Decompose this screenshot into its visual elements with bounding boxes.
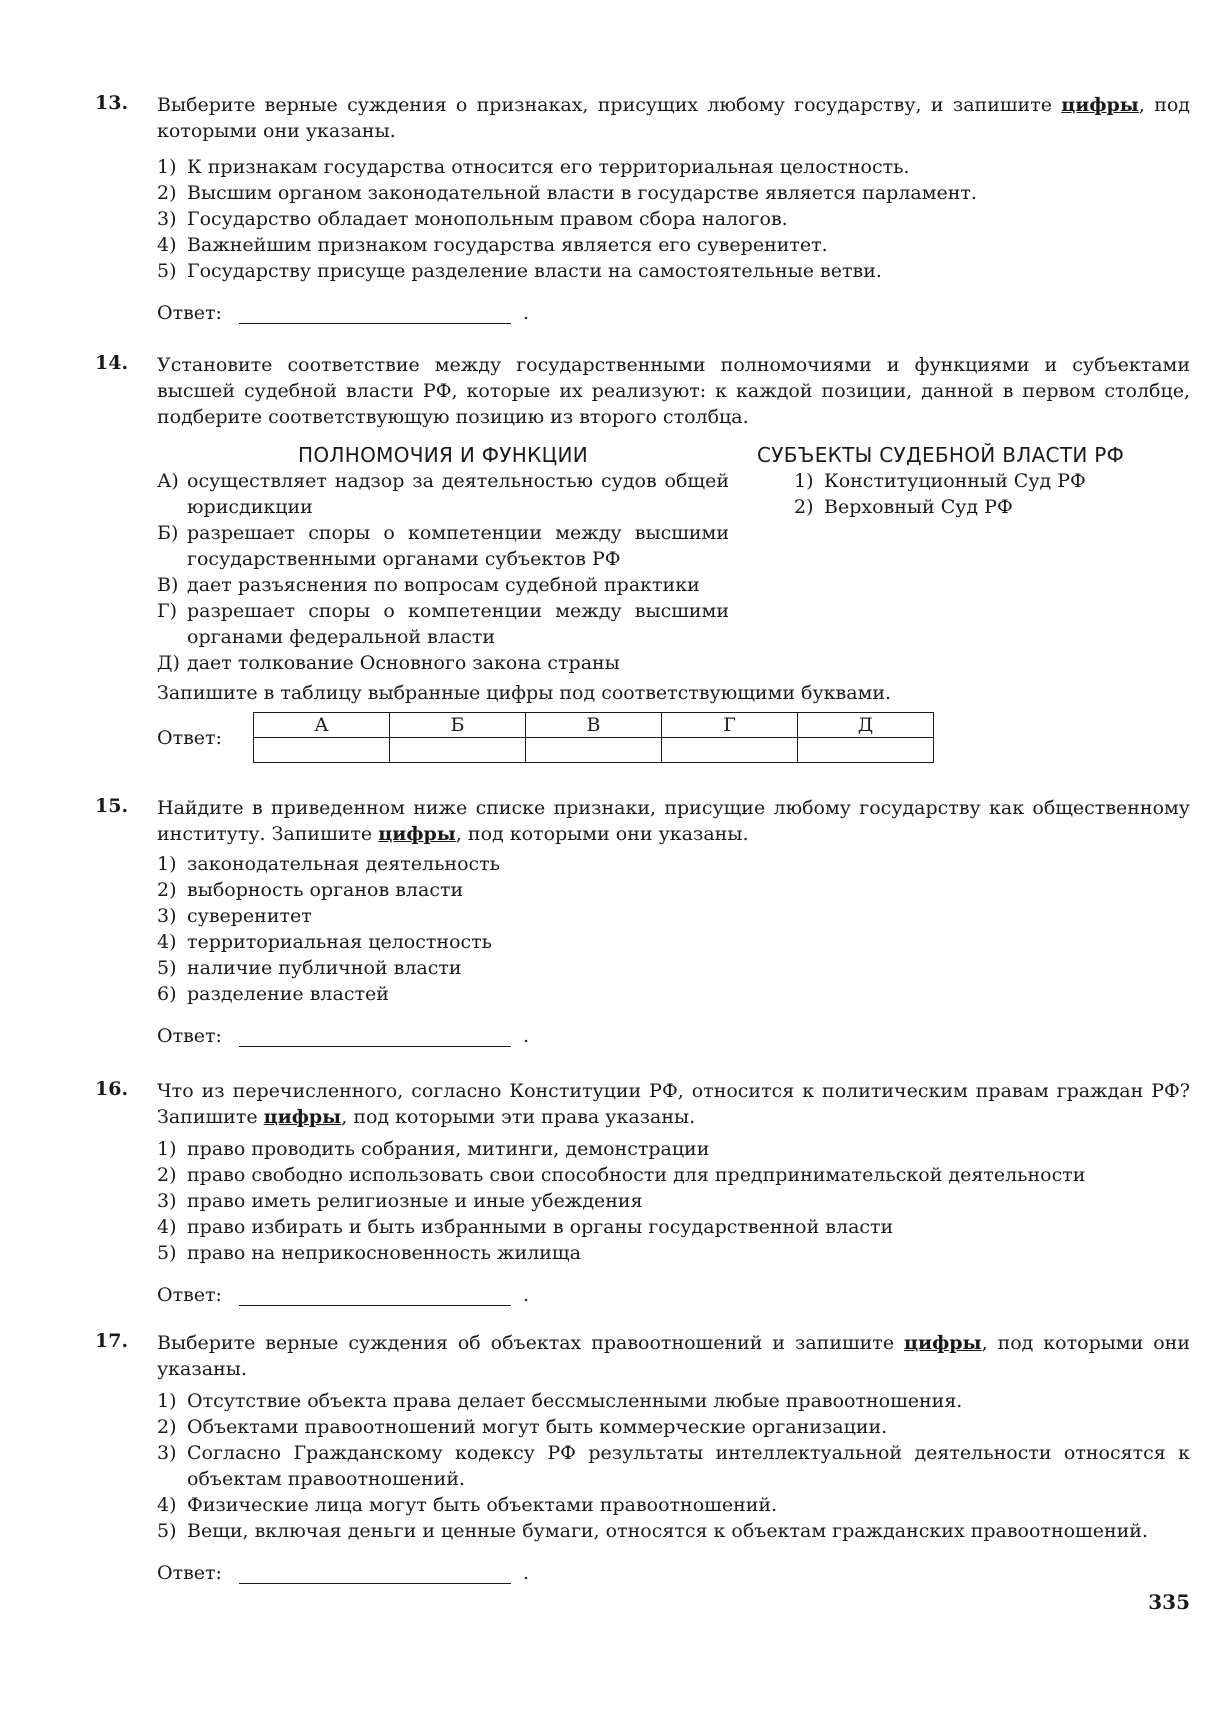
- answer-row: Ответ: .: [157, 1025, 530, 1047]
- matching-item-text: Конституционный Суд РФ: [824, 470, 1086, 492]
- answer-table-cell[interactable]: [254, 738, 390, 763]
- option-text: выборность органов власти: [187, 879, 464, 901]
- option-list: [157, 851, 1190, 1007]
- option-text: Объектами правоотношений могут быть коммерческие организации.: [187, 1416, 888, 1438]
- task-number: 16.: [95, 1078, 129, 1100]
- matching-item-key: Г): [157, 600, 177, 622]
- option-number: 3): [157, 1442, 177, 1464]
- option-text: Физические лица могут быть объектами правоотношений.: [187, 1494, 778, 1516]
- matching-item-key: 1): [794, 470, 814, 492]
- option-text: Высшим органом законодательной власти в государстве является парламент.: [187, 182, 977, 204]
- option-item: [157, 903, 1190, 929]
- option-number: 2): [157, 879, 177, 901]
- option-item: [157, 1240, 1190, 1266]
- option-text: право свободно использовать свои способности для предпринимательской деятельности: [187, 1164, 1086, 1186]
- answer-table-letter: Б: [390, 713, 526, 738]
- option-text: наличие публичной власти: [187, 957, 462, 979]
- matching-item-key: 2): [794, 496, 814, 518]
- matching-item: [157, 572, 729, 598]
- option-item: [157, 180, 1190, 206]
- answer-field[interactable]: [239, 303, 511, 324]
- task-number: 13.: [95, 92, 129, 114]
- option-text: право проводить собрания, митинги, демонстрации: [187, 1138, 710, 1160]
- option-number: 5): [157, 260, 177, 282]
- option-item: [157, 1492, 1190, 1518]
- matching-item-key: Б): [157, 522, 179, 544]
- option-number: 6): [157, 983, 177, 1005]
- answer-table-letter: Г: [662, 713, 798, 738]
- matching-item: [794, 494, 1190, 520]
- task-15: [95, 795, 1190, 1047]
- answer-label: Ответ:: [157, 302, 222, 324]
- option-number: 2): [157, 1416, 177, 1438]
- option-text: Важнейшим признаком государства является его суверенитет.: [187, 234, 828, 256]
- matching-item-text: разрешает споры о компетенции между высшими органами федеральной власти: [187, 600, 729, 648]
- option-text: суверенитет: [187, 905, 312, 927]
- option-number: 1): [157, 156, 177, 178]
- matching-item: [794, 468, 1190, 494]
- matching-item-text: Верховный Суд РФ: [824, 496, 1013, 518]
- option-number: 4): [157, 931, 177, 953]
- option-list: [157, 154, 1190, 284]
- task-prompt: Что из перечисленного, согласно Конституции РФ, относится к политическим правам граждан РФ? Запишите цифры, под которыми эти права указаны.: [157, 1080, 1190, 1128]
- option-item: [157, 1136, 1190, 1162]
- answer-label: Ответ:: [157, 1025, 222, 1047]
- option-text: разделение властей: [187, 983, 389, 1005]
- option-item: [157, 929, 1190, 955]
- option-item: [157, 232, 1190, 258]
- answer-field[interactable]: [239, 1026, 511, 1047]
- option-text: Государство обладает монопольным правом сбора налогов.: [187, 208, 788, 230]
- option-number: 3): [157, 905, 177, 927]
- task-prompt: Выберите верные суждения об объектах правоотношений и запишите цифры, под которыми они указаны.: [157, 1332, 1190, 1380]
- table-instruction: Запишите в таблицу выбранные цифры под соответствующими буквами.: [157, 682, 892, 704]
- answer-row: Ответ: .: [157, 1562, 530, 1584]
- option-text: территориальная целостность: [187, 931, 493, 953]
- task-14: [95, 352, 1190, 763]
- task-number: 14.: [95, 352, 129, 374]
- matching-item-key: А): [157, 470, 179, 492]
- option-number: 4): [157, 234, 177, 256]
- option-number: 1): [157, 1390, 177, 1412]
- answer-field[interactable]: [239, 1285, 511, 1306]
- option-number: 2): [157, 1164, 177, 1186]
- answer-field[interactable]: [239, 1563, 511, 1584]
- matching-item: [157, 468, 729, 520]
- option-number: 1): [157, 1138, 177, 1160]
- answer-label: Ответ:: [157, 1284, 222, 1306]
- matching-item-text: дает толкование Основного закона страны: [187, 652, 620, 674]
- answer-table-letter: А: [254, 713, 390, 738]
- answer-table-cell[interactable]: [390, 738, 526, 763]
- task-number: 17.: [95, 1330, 129, 1352]
- answer-table: [253, 712, 934, 763]
- option-item: [157, 851, 1190, 877]
- option-item: [157, 877, 1190, 903]
- task-13: [95, 92, 1190, 324]
- option-text: право избирать и быть избранными в органы государственной власти: [187, 1216, 894, 1238]
- answer-table-letter: Д: [798, 713, 934, 738]
- option-number: 5): [157, 957, 177, 979]
- answer-label: Ответ:: [157, 1562, 222, 1584]
- option-number: 2): [157, 182, 177, 204]
- left-column-heading: ПОЛНОМОЧИЯ И ФУНКЦИИ: [298, 443, 588, 467]
- option-text: Согласно Гражданскому кодексу РФ результаты интеллектуальной деятельности относятся к объектам правоотношений.: [187, 1442, 1190, 1490]
- option-list: [157, 1136, 1190, 1266]
- left-column: [157, 442, 729, 676]
- matching-item-text: осуществляет надзор за деятельностью судов общей юрисдикции: [187, 470, 729, 518]
- option-list: [157, 1388, 1190, 1544]
- option-number: 4): [157, 1494, 177, 1516]
- option-item: [157, 1162, 1190, 1188]
- option-number: 4): [157, 1216, 177, 1238]
- option-text: право на неприкосновенность жилища: [187, 1242, 581, 1264]
- option-number: 1): [157, 853, 177, 875]
- right-column-heading: СУБЪЕКТЫ СУДЕБНОЙ ВЛАСТИ РФ: [757, 443, 1125, 467]
- right-column: [759, 442, 1190, 676]
- matching-columns: [157, 442, 1190, 676]
- matching-item-text: разрешает споры о компетенции между высшими государственными органами субъектов РФ: [187, 522, 729, 570]
- option-text: Отсутствие объекта права делает бессмысленными любые правоотношения.: [187, 1390, 963, 1412]
- option-item: [157, 1214, 1190, 1240]
- option-item: [157, 1414, 1190, 1440]
- answer-table-cell[interactable]: [526, 738, 662, 763]
- task-17: [95, 1330, 1190, 1584]
- task-prompt: Выберите верные суждения о признаках, присущих любому государству, и запишите цифры, под которыми они указаны.: [157, 94, 1190, 142]
- option-item: [157, 1388, 1190, 1414]
- matching-item-key: В): [157, 574, 179, 596]
- answer-table-cell[interactable]: [798, 738, 934, 763]
- option-item: [157, 206, 1190, 232]
- option-text: К признакам государства относится его территориальная целостность.: [187, 156, 910, 178]
- option-item: [157, 1188, 1190, 1214]
- matching-item: [157, 520, 729, 572]
- option-text: законодательная деятельность: [187, 853, 501, 875]
- task-16: [95, 1078, 1190, 1306]
- matching-item: [157, 598, 729, 650]
- task-number: 15.: [95, 795, 129, 817]
- task-prompt: Найдите в приведенном ниже списке признаки, присущие любому государству как общественному институту. Запишите цифры, под которыми они указаны.: [157, 797, 1190, 845]
- option-item: [157, 981, 1190, 1007]
- answer-row: Ответ: .: [157, 302, 530, 324]
- option-text: Государству присуще разделение власти на самостоятельные ветви.: [187, 260, 882, 282]
- answer-table-cell[interactable]: [662, 738, 798, 763]
- matching-item-text: дает разъяснения по вопросам судебной практики: [187, 574, 700, 596]
- option-number: 3): [157, 208, 177, 230]
- task-prompt: Установите соответствие между государственными полномочиями и функциями и субъектами высшей судебной власти РФ, которые их реализуют: к каждой позиции, данной в первом столбце, подберите соответствующую позицию из второго столбца.: [157, 354, 1190, 428]
- option-item: [157, 154, 1190, 180]
- answer-table-letter: В: [526, 713, 662, 738]
- option-number: 3): [157, 1190, 177, 1212]
- option-item: [157, 955, 1190, 981]
- matching-item-key: Д): [157, 652, 180, 674]
- option-number: 5): [157, 1520, 177, 1542]
- matching-item: [157, 650, 729, 676]
- answer-row: [157, 712, 1190, 763]
- option-item: [157, 1440, 1190, 1492]
- answer-label: Ответ:: [157, 726, 222, 749]
- option-item: [157, 1518, 1190, 1544]
- option-item: [157, 258, 1190, 284]
- option-text: Вещи, включая деньги и ценные бумаги, относятся к объектам гражданских правоотношений.: [187, 1520, 1148, 1542]
- page-number: 335: [1148, 1590, 1190, 1614]
- option-text: право иметь религиозные и иные убеждения: [187, 1190, 643, 1212]
- answer-row: Ответ: .: [157, 1284, 530, 1306]
- option-number: 5): [157, 1242, 177, 1264]
